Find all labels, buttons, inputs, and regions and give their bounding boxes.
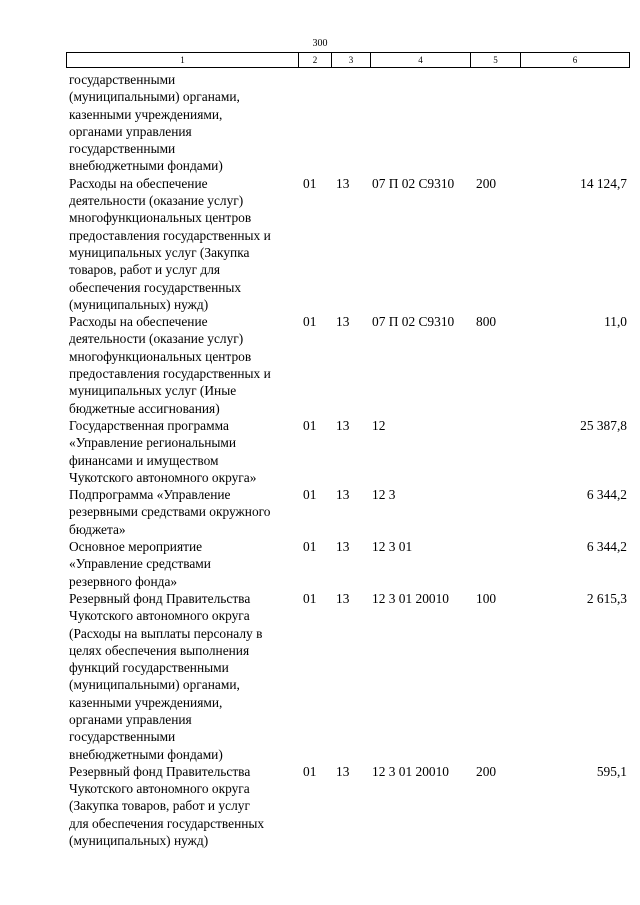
description-line: государственными xyxy=(69,729,176,745)
description-line: (муниципальными) органами, xyxy=(69,677,240,693)
description-line: бюджета» xyxy=(69,521,126,537)
description-line: Резервный фонд Правительства xyxy=(69,590,251,606)
section-code: 01 xyxy=(303,417,317,433)
description-line: предоставления государственных и xyxy=(69,227,271,243)
description-line: целях обеспечения выполнения xyxy=(69,642,250,658)
description-line: государственными xyxy=(69,72,176,87)
description-line: внебюджетными фондами) xyxy=(69,158,223,174)
table-row xyxy=(66,486,629,538)
description-line: Подпрограмма «Управление xyxy=(69,487,231,503)
target-article-code: 12 xyxy=(372,417,386,433)
header-col-1: 1 xyxy=(67,53,299,68)
description-line: «Управление региональными xyxy=(69,435,237,451)
amount: 2 615,3 xyxy=(586,590,627,606)
description-line: Чукотского автономного округа» xyxy=(69,469,257,485)
expense-type-code: 200 xyxy=(476,175,497,191)
section-code: 01 xyxy=(303,590,317,606)
expense-type-code xyxy=(470,71,520,175)
target-article-code xyxy=(370,71,470,175)
section-code: 01 xyxy=(303,487,317,503)
row-description xyxy=(66,590,298,763)
description-line: Государственная программа xyxy=(69,417,229,433)
description-line: государственными xyxy=(69,141,176,157)
amount: 25 387,8 xyxy=(580,417,627,433)
description-line: муниципальных услуг (Закупка xyxy=(69,244,250,260)
subsection-code: 13 xyxy=(336,417,350,433)
table-row xyxy=(66,71,629,175)
subsection-code xyxy=(331,71,370,175)
description-line: органами управления xyxy=(69,123,192,139)
description-line: «Управление средствами xyxy=(69,556,211,572)
description-line: бюджетные ассигнования) xyxy=(69,400,220,416)
expense-type-code: 100 xyxy=(476,590,497,606)
subsection-code: 13 xyxy=(336,314,350,330)
row-description xyxy=(66,175,298,313)
description-line: Чукотского автономного округа xyxy=(69,608,250,624)
header-col-5: 5 xyxy=(471,53,521,68)
target-article-code: 12 3 01 20010 xyxy=(372,763,449,779)
row-description xyxy=(66,486,298,538)
subsection-code: 13 xyxy=(336,539,350,555)
description-line: товаров, работ и услуг для xyxy=(69,262,221,278)
amount: 6 344,2 xyxy=(586,539,627,555)
amount: 11,0 xyxy=(604,314,627,330)
row-description xyxy=(66,763,298,849)
header-col-4: 4 xyxy=(371,53,471,68)
amount xyxy=(520,71,629,175)
description-line: Резервный фонд Правительства xyxy=(69,763,251,779)
amount: 6 344,2 xyxy=(586,487,627,503)
description-line: (Закупка товаров, работ и услуг xyxy=(69,798,250,814)
description-line: муниципальных услуг (Иные xyxy=(69,383,237,399)
budget-table xyxy=(66,71,629,849)
target-article-code: 12 3 01 xyxy=(372,539,413,555)
target-article-code: 07 П 02 С9310 xyxy=(372,175,455,191)
description-line: (муниципальных) нужд) xyxy=(69,296,209,312)
description-line: резервными средствами окружного xyxy=(69,504,271,520)
description-line: органами управления xyxy=(69,711,192,727)
description-line: внебюджетными фондами) xyxy=(69,746,223,762)
row-description xyxy=(66,538,298,590)
description-line: казенными учреждениями, xyxy=(69,106,223,122)
description-line: для обеспечения государственных xyxy=(69,815,265,831)
description-line: обеспечения государственных xyxy=(69,279,242,295)
row-description xyxy=(66,71,298,175)
description-line: Чукотского автономного округа xyxy=(69,781,250,797)
column-number-header xyxy=(66,52,630,68)
subsection-code: 13 xyxy=(336,763,350,779)
description-line: Расходы на обеспечение xyxy=(69,314,208,330)
table-row xyxy=(66,538,629,590)
subsection-code: 13 xyxy=(336,487,350,503)
header-col-2: 2 xyxy=(299,53,332,68)
expense-type-code xyxy=(470,538,520,590)
description-line: казенными учреждениями, xyxy=(69,694,223,710)
subsection-code: 13 xyxy=(336,175,350,191)
description-line: (муниципальными) органами, xyxy=(69,89,240,105)
target-article-code: 12 3 01 20010 xyxy=(372,590,449,606)
target-article-code: 12 3 xyxy=(372,487,396,503)
header-col-6: 6 xyxy=(521,53,630,68)
description-line: многофункциональных центров xyxy=(69,210,252,226)
table-row xyxy=(66,763,629,849)
description-line: (муниципальных) нужд) xyxy=(69,833,209,849)
table-row xyxy=(66,313,629,417)
amount: 14 124,7 xyxy=(580,175,627,191)
expense-type-code: 200 xyxy=(476,763,497,779)
target-article-code: 07 П 02 С9310 xyxy=(372,314,455,330)
description-line: предоставления государственных и xyxy=(69,366,271,382)
table-row xyxy=(66,417,629,486)
section-code: 01 xyxy=(303,175,317,191)
page-number: 300 xyxy=(312,38,328,49)
expense-type-code: 800 xyxy=(476,314,497,330)
subsection-code: 13 xyxy=(336,590,350,606)
description-line: многофункциональных центров xyxy=(69,348,252,364)
header-row xyxy=(67,53,630,68)
table-row xyxy=(66,590,629,763)
amount: 595,1 xyxy=(596,763,627,779)
description-line: Расходы на обеспечение xyxy=(69,175,208,191)
expense-type-code xyxy=(470,417,520,486)
description-line: функций государственными xyxy=(69,660,229,676)
description-line: (Расходы на выплаты персоналу в xyxy=(69,625,263,641)
description-line: финансами и имуществом xyxy=(69,452,219,468)
section-code xyxy=(298,71,331,175)
header-col-3: 3 xyxy=(332,53,371,68)
description-line: деятельности (оказание услуг) xyxy=(69,331,244,347)
description-line: Основное мероприятие xyxy=(69,539,203,555)
expense-type-code xyxy=(470,486,520,538)
section-code: 01 xyxy=(303,539,317,555)
section-code: 01 xyxy=(303,763,317,779)
description-line: деятельности (оказание услуг) xyxy=(69,193,244,209)
description-line: резервного фонда» xyxy=(69,573,178,589)
section-code: 01 xyxy=(303,314,317,330)
row-description xyxy=(66,417,298,486)
row-description xyxy=(66,313,298,417)
table-row xyxy=(66,175,629,313)
